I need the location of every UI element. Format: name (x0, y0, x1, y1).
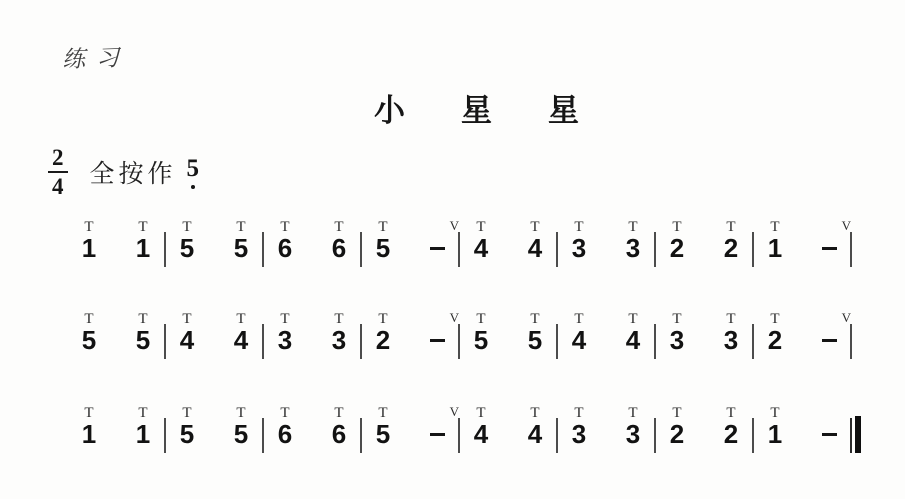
note-digit: 6 (277, 233, 293, 263)
mark-spacer (435, 311, 439, 327)
dash-bar (430, 433, 445, 436)
note-digit: 4 (625, 325, 641, 355)
dash-glyph (822, 421, 837, 448)
note-digit: 3 (625, 233, 641, 263)
dash-glyph (430, 421, 445, 448)
tonguing-mark: T (84, 219, 94, 235)
note-digit: 5 (473, 325, 489, 355)
barline (458, 418, 460, 453)
measure (372, 310, 459, 355)
breath-mark: V (449, 218, 459, 233)
barline (654, 324, 656, 359)
dash-glyph (822, 327, 837, 354)
note (328, 311, 350, 354)
note-digit: 3 (571, 419, 587, 449)
measure (176, 219, 252, 262)
measure (274, 405, 350, 448)
note-digit: 6 (331, 233, 347, 263)
tonguing-mark: T (84, 405, 94, 421)
time-signature-denominator: 4 (52, 174, 64, 199)
measure (78, 405, 154, 448)
dash-note (426, 218, 459, 262)
note (176, 311, 198, 354)
barline (654, 418, 656, 453)
note (720, 311, 742, 354)
tonguing-mark: T (236, 219, 246, 235)
dash-bar (430, 247, 445, 250)
tonguing-mark: T (138, 311, 148, 327)
barline (164, 418, 166, 453)
measure (372, 218, 459, 263)
barline (752, 232, 754, 267)
measure (568, 311, 644, 354)
barline (164, 232, 166, 267)
song-title: 小星星 (374, 93, 635, 128)
note (666, 405, 688, 448)
end-barline (850, 324, 852, 359)
tonguing-mark: T (138, 405, 148, 421)
key-note-digit: 5 (186, 154, 200, 182)
note-digit: 5 (527, 325, 543, 355)
tonguing-mark: T (628, 405, 638, 421)
tonguing-mark: T (476, 219, 486, 235)
note (328, 219, 350, 262)
note (470, 311, 492, 354)
tonguing-mark: T (378, 311, 388, 327)
note (78, 219, 100, 262)
note-digit: 2 (375, 325, 391, 355)
note-digit: 1 (767, 233, 783, 263)
final-barline-thin (850, 418, 852, 453)
note (470, 219, 492, 262)
measure (470, 311, 546, 354)
note-digit: 3 (625, 419, 641, 449)
note-digit: 5 (375, 419, 391, 449)
barline (458, 232, 460, 267)
tonguing-mark: T (770, 405, 780, 421)
low-octave-dot (191, 185, 195, 189)
note-digit: 5 (233, 233, 249, 263)
note-digit: 3 (331, 325, 347, 355)
measure (764, 218, 851, 263)
measure (764, 405, 840, 448)
barline (164, 324, 166, 359)
tonguing-mark: T (280, 219, 290, 235)
tonguing-mark: T (726, 405, 736, 421)
tonguing-mark: T (334, 219, 344, 235)
measure (666, 311, 742, 354)
note-digit: 2 (669, 233, 685, 263)
note (78, 311, 100, 354)
breath-mark: V (449, 310, 459, 325)
dash-note (818, 218, 851, 262)
measure (176, 311, 252, 354)
note-digit: 4 (473, 233, 489, 263)
time-signature (48, 146, 68, 198)
tonguing-mark: T (138, 219, 148, 235)
note-digit: 4 (571, 325, 587, 355)
measure (78, 219, 154, 262)
tonguing-mark: T (770, 219, 780, 235)
dash-note (426, 404, 459, 448)
breath-mark: V (841, 218, 851, 233)
note-digit: 5 (179, 233, 195, 263)
note (372, 311, 394, 354)
fingering-key-note (187, 156, 200, 189)
note (524, 219, 546, 262)
note (176, 405, 198, 448)
measure (372, 404, 459, 449)
note-digit: 1 (81, 419, 97, 449)
measure (78, 311, 154, 354)
note-digit: 1 (135, 419, 151, 449)
tonguing-mark: T (672, 405, 682, 421)
note-digit: 4 (233, 325, 249, 355)
barline (360, 324, 362, 359)
dash-glyph (822, 235, 837, 262)
note-digit: 4 (527, 233, 543, 263)
score-meta (48, 146, 199, 198)
note (132, 405, 154, 448)
note (524, 405, 546, 448)
dash-bar (430, 339, 445, 342)
score-line-3 (78, 400, 861, 448)
note (568, 219, 590, 262)
note (622, 311, 644, 354)
note-digit: 4 (527, 419, 543, 449)
note (230, 219, 252, 262)
tonguing-mark: T (530, 405, 540, 421)
note (132, 311, 154, 354)
note-digit: 4 (179, 325, 195, 355)
measure (176, 405, 252, 448)
note (274, 405, 296, 448)
note-digit: 5 (233, 419, 249, 449)
measure (666, 219, 742, 262)
note-digit: 3 (723, 325, 739, 355)
note-digit: 2 (723, 419, 739, 449)
barline (654, 232, 656, 267)
barline (752, 418, 754, 453)
score-line-1 (78, 214, 862, 262)
mark-spacer (827, 311, 831, 327)
note (764, 311, 786, 354)
tonguing-mark: T (334, 311, 344, 327)
tonguing-mark: T (726, 219, 736, 235)
dash-note (818, 310, 851, 354)
tonguing-mark: T (574, 219, 584, 235)
note (470, 405, 492, 448)
tonguing-mark: T (182, 219, 192, 235)
measure (274, 311, 350, 354)
tonguing-mark: T (574, 311, 584, 327)
measure (568, 405, 644, 448)
barline (262, 418, 264, 453)
final-barline (850, 416, 861, 453)
barline (556, 232, 558, 267)
dash-glyph (430, 235, 445, 262)
barline (752, 324, 754, 359)
note (720, 219, 742, 262)
note-digit: 5 (135, 325, 151, 355)
handwritten-practice-label: 练习 (61, 44, 131, 74)
breath-mark: V (449, 404, 459, 419)
tonguing-mark: T (280, 311, 290, 327)
tonguing-mark: T (236, 405, 246, 421)
tonguing-mark: T (182, 405, 192, 421)
barline (360, 418, 362, 453)
tonguing-mark: T (672, 219, 682, 235)
note (622, 405, 644, 448)
note (524, 311, 546, 354)
tonguing-mark: T (672, 311, 682, 327)
note (372, 219, 394, 262)
mark-spacer (827, 219, 831, 235)
barline (556, 324, 558, 359)
note (622, 219, 644, 262)
dash-note (818, 405, 840, 448)
note-digit: 1 (767, 419, 783, 449)
measure (274, 219, 350, 262)
dash-bar (822, 433, 837, 436)
tonguing-mark: T (476, 311, 486, 327)
note (274, 311, 296, 354)
dash-glyph (430, 327, 445, 354)
tonguing-mark: T (530, 219, 540, 235)
measure (470, 219, 546, 262)
barline (458, 324, 460, 359)
tonguing-mark: T (378, 219, 388, 235)
tonguing-mark: T (236, 311, 246, 327)
note (230, 311, 252, 354)
note (328, 405, 350, 448)
dash-note (426, 310, 459, 354)
note-digit: 4 (473, 419, 489, 449)
score-line-2 (78, 306, 862, 354)
tonguing-mark: T (84, 311, 94, 327)
note (230, 405, 252, 448)
note-digit: 3 (277, 325, 293, 355)
note (764, 405, 786, 448)
barline (556, 418, 558, 453)
measure (764, 310, 851, 355)
final-barline-thick (855, 416, 861, 453)
tonguing-mark: T (628, 311, 638, 327)
note-digit: 2 (767, 325, 783, 355)
measure (470, 405, 546, 448)
tonguing-mark: T (574, 405, 584, 421)
barline (360, 232, 362, 267)
tonguing-mark: T (628, 219, 638, 235)
note-digit: 6 (277, 419, 293, 449)
tonguing-mark: T (182, 311, 192, 327)
note-digit: 1 (81, 233, 97, 263)
tonguing-mark: T (530, 311, 540, 327)
dash-bar (822, 339, 837, 342)
note (274, 219, 296, 262)
note-digit: 3 (571, 233, 587, 263)
note-digit: 6 (331, 419, 347, 449)
tonguing-mark: T (334, 405, 344, 421)
tonguing-mark: T (280, 405, 290, 421)
tonguing-mark: T (476, 405, 486, 421)
tonguing-mark: T (770, 311, 780, 327)
barline (262, 232, 264, 267)
measure (666, 405, 742, 448)
end-barline (850, 232, 852, 267)
breath-mark: V (841, 310, 851, 325)
note-digit: 5 (81, 325, 97, 355)
mark-spacer (435, 405, 439, 421)
dash-bar (822, 247, 837, 250)
barline (262, 324, 264, 359)
note (78, 405, 100, 448)
note (176, 219, 198, 262)
fingering-key-text: 全按作 (89, 161, 177, 188)
note (666, 219, 688, 262)
note-digit: 1 (135, 233, 151, 263)
note-digit: 5 (179, 419, 195, 449)
note (568, 311, 590, 354)
note (764, 219, 786, 262)
measure (568, 219, 644, 262)
mark-spacer (435, 219, 439, 235)
tonguing-mark: T (378, 405, 388, 421)
note (132, 219, 154, 262)
note-digit: 2 (723, 233, 739, 263)
note (666, 311, 688, 354)
tonguing-mark: T (726, 311, 736, 327)
note-digit: 2 (669, 419, 685, 449)
note (720, 405, 742, 448)
mark-spacer (827, 405, 831, 421)
time-signature-numerator: 2 (48, 146, 68, 173)
note-digit: 3 (669, 325, 685, 355)
note-digit: 5 (375, 233, 391, 263)
note (372, 405, 394, 448)
note (568, 405, 590, 448)
